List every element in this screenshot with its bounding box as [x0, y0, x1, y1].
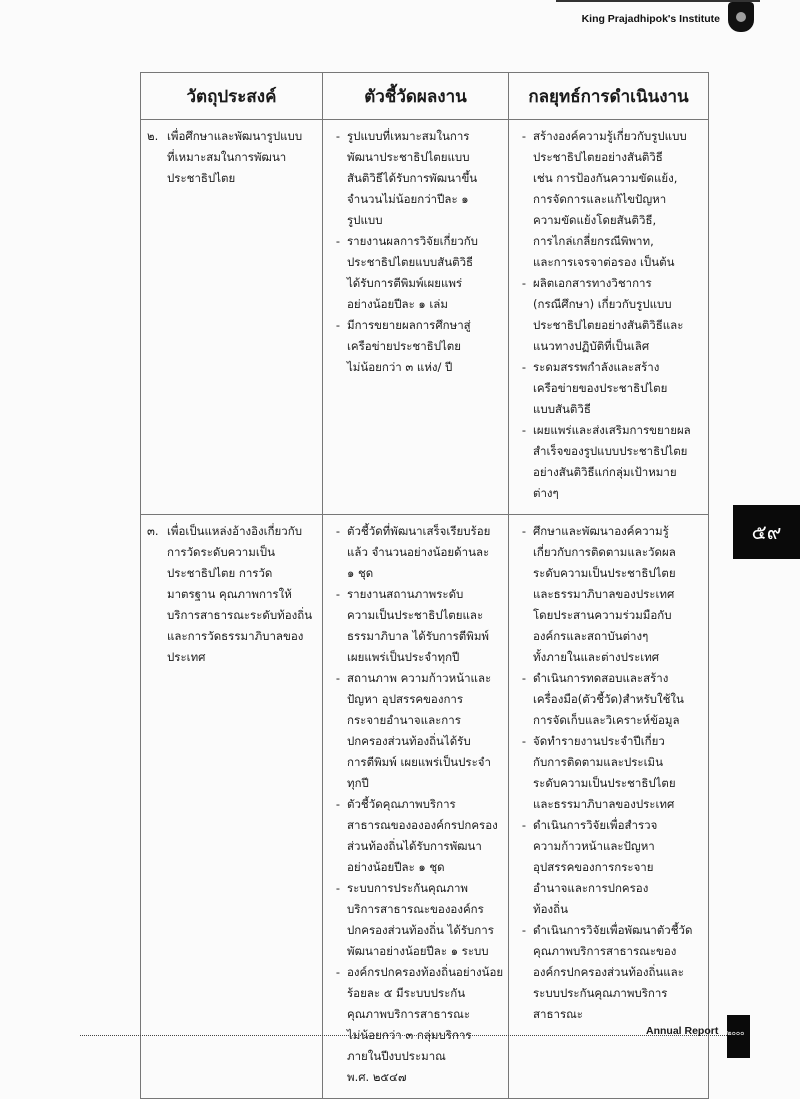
text-line: การไกล่เกลี่ยกรณีพิพาท, — [533, 234, 654, 248]
text-line: ร้อยละ ๕ มีระบบประกัน — [347, 986, 466, 1000]
text-line: รายงานสถานภาพระดับ — [347, 587, 464, 601]
text-line: และการวัดธรรมาภิบาลของ — [167, 629, 304, 643]
text-line: ท้องถิ่น — [533, 902, 568, 916]
text-line: ที่เหมาะสมในการพัฒนา — [167, 150, 287, 164]
dash-bullet-icon: - — [521, 671, 527, 685]
text-line: ประเทศ — [167, 650, 206, 664]
objective-text — [167, 521, 312, 668]
bullet-text — [533, 357, 667, 420]
bullet-item — [329, 878, 502, 962]
text-line: ภายในปีงบประมาณ — [347, 1049, 446, 1063]
text-line: ดำเนินการวิจัยเพื่อพัฒนาตัวชี้วัด — [533, 923, 693, 937]
objective — [147, 126, 316, 189]
bullet-text — [347, 315, 471, 378]
bullet-text — [533, 126, 687, 273]
bullet-item — [515, 420, 702, 504]
table-row — [141, 515, 709, 1099]
column-header-indicators: ตัวชี้วัดผลงาน — [323, 73, 509, 120]
institute-crest-icon — [728, 2, 754, 32]
text-line: ความเป็นประชาธิปไตยและ — [347, 608, 484, 622]
objective-cell — [141, 120, 323, 515]
text-line: อำนาจและการปกครอง — [533, 881, 649, 895]
dash-bullet-icon: - — [335, 965, 341, 979]
text-line: แนวทางปฏิบัติที่เป็นเลิศ — [533, 339, 650, 353]
text-line: ระบบการประกันคุณภาพ — [347, 881, 469, 895]
dash-bullet-icon: - — [521, 734, 527, 748]
dash-bullet-icon: - — [335, 881, 341, 895]
bullet-item — [329, 668, 502, 794]
dash-bullet-icon: - — [521, 524, 527, 538]
bullet-text — [347, 584, 489, 668]
text-line: ระดับความเป็นประชาธิปไตย — [533, 776, 676, 790]
bullet-item — [329, 126, 502, 231]
text-line: ระดับความเป็นประชาธิปไตย — [533, 566, 676, 580]
text-line: การวัดระดับความเป็น — [167, 545, 275, 559]
text-line: รายงานผลการวิจัยเกี่ยวกับ — [347, 234, 478, 248]
bullet-text — [533, 521, 676, 668]
bullet-item — [329, 584, 502, 668]
text-line: แบบสันติวิธี — [533, 402, 591, 416]
bullet-item — [329, 231, 502, 315]
text-line: (กรณีศึกษา) เกี่ยวกับรูปแบบ — [533, 297, 672, 311]
text-line: อย่างน้อยปีละ ๑ ชุด — [347, 860, 445, 874]
text-line: ปกครองส่วนท้องถิ่น ได้รับการ — [347, 923, 494, 937]
text-line: ประชาธิปไตยอย่างสันติวิธีและ — [533, 318, 684, 332]
institute-name: King Prajadhipok's Institute — [581, 13, 720, 25]
bullet-text — [533, 920, 692, 1025]
text-line: ระบบประกันคุณภาพบริการ — [533, 986, 668, 1000]
dash-bullet-icon: - — [335, 671, 341, 685]
text-line: รูปแบบที่เหมาะสมในการ — [347, 129, 470, 143]
dash-bullet-icon: - — [521, 818, 527, 832]
dash-bullet-icon: - — [335, 234, 341, 248]
page-number-tab — [733, 505, 800, 559]
dash-bullet-icon: - — [521, 360, 527, 374]
text-line: การตีพิมพ์ เผยแพร่เป็นประจำ — [347, 755, 491, 769]
bullet-item — [515, 815, 702, 920]
text-line: ระดมสรรพกำลังและสร้าง — [533, 360, 660, 374]
bullet-item — [515, 273, 702, 357]
strategie-cell — [509, 120, 709, 515]
text-line: ปกครองส่วนท้องถิ่นได้รับ — [347, 734, 471, 748]
strategie-cell — [509, 515, 709, 1099]
text-line: ทุกปี — [347, 776, 369, 790]
text-line: ผลิตเอกสารทางวิชาการ — [533, 276, 652, 290]
table-header-row — [141, 73, 709, 120]
text-line: พัฒนาประชาธิปไตยแบบ — [347, 150, 470, 164]
text-line: การจัดเก็บและวิเคราะห์ข้อมูล — [533, 713, 680, 727]
text-line: ดำเนินการวิจัยเพื่อสำรวจ — [533, 818, 658, 832]
text-line: ไม่น้อยกว่า ๓ แห่ง/ ปี — [347, 360, 453, 374]
bullet-item — [329, 962, 502, 1088]
bullet-text — [347, 231, 478, 315]
text-line: เกี่ยวกับการติดตามและวัดผล — [533, 545, 676, 559]
text-line: เช่น การป้องกันความขัดแย้ง, — [533, 171, 678, 185]
bullet-text — [533, 420, 691, 504]
text-line: และธรรมาภิบาลของประเทศ — [533, 587, 675, 601]
text-line: สถานภาพ ความก้าวหน้าและ — [347, 671, 492, 685]
text-line: รูปแบบ — [347, 213, 383, 227]
text-line: เครื่องมือ(ตัวชี้วัด)สำหรับใช้ใน — [533, 692, 684, 706]
text-line: ศึกษาและพัฒนาองค์ความรู้ — [533, 524, 669, 538]
text-line: สำเร็จของรูปแบบประชาธิปไตย — [533, 444, 688, 458]
bullet-text — [347, 794, 498, 878]
text-line: ประชาธิปไตยแบบสันติวิธี — [347, 255, 474, 269]
text-line: เครือข่ายของประชาธิปไตย — [533, 381, 668, 395]
text-line: องค์กรและสถาบันต่างๆ — [533, 629, 649, 643]
dash-bullet-icon: - — [521, 276, 527, 290]
text-line: บริการสาธารณะระดับท้องถิ่น — [167, 608, 313, 622]
text-line: มาตรฐาน คุณภาพการให้ — [167, 587, 292, 601]
bullet-text — [347, 962, 503, 1088]
bullet-text — [347, 521, 490, 584]
text-line: ปัญหา อุปสรรคของการ — [347, 692, 464, 706]
text-line: สันติวิธีได้รับการพัฒนาขึ้น — [347, 171, 478, 185]
text-line: ต่างๆ — [533, 486, 559, 500]
dash-bullet-icon: - — [335, 524, 341, 538]
text-line: ไม่น้อยกว่า ๓ กลุ่มบริการ — [347, 1028, 472, 1042]
text-line: แล้ว จำนวนอย่างน้อยด้านละ — [347, 545, 490, 559]
column-header-objective: วัตถุประสงค์ — [141, 73, 323, 120]
text-line: ๑ ชุด — [347, 566, 374, 580]
text-line: ธรรมาภิบาล ได้รับการตีพิมพ์ — [347, 629, 489, 643]
bullet-text — [347, 878, 494, 962]
text-line: เผยแพร่และส่งเสริมการขยายผล — [533, 423, 691, 437]
bullet-item — [329, 521, 502, 584]
text-line: การจัดการและแก้ไขปัญหา — [533, 192, 667, 206]
objective-text — [167, 126, 302, 189]
text-line: กับการติดตามและประเมิน — [533, 755, 663, 769]
text-line: ส่วนท้องถิ่นได้รับการพัฒนา — [347, 839, 482, 853]
text-line: องค์กรปกครองท้องถิ่นอย่างน้อย — [347, 965, 504, 979]
text-line: เครือข่ายประชาธิปไตย — [347, 339, 461, 353]
bullet-item — [515, 731, 702, 815]
bullet-text — [347, 126, 477, 231]
footer-label: Annual Report — [646, 1025, 719, 1037]
dash-bullet-icon: - — [521, 923, 527, 937]
text-line: สาธารณะ — [533, 1007, 583, 1021]
text-line: พ.ศ. ๒๕๔๗ — [347, 1070, 407, 1084]
footer-rule — [80, 1035, 735, 1036]
text-line: คุณภาพบริการสาธารณะของ — [533, 944, 677, 958]
text-line: สร้างองค์ความรู้เกี่ยวกับรูปแบบ — [533, 129, 687, 143]
objective-number: ๓. — [147, 524, 159, 538]
objective-cell — [141, 515, 323, 1099]
text-line: พัฒนาอย่างน้อยปีละ ๑ ระบบ — [347, 944, 489, 958]
dash-bullet-icon: - — [335, 587, 341, 601]
bullet-item — [515, 126, 702, 273]
bullet-item — [329, 315, 502, 378]
text-line: อุปสรรคของการกระจาย — [533, 860, 654, 874]
text-line: ดำเนินการทดสอบและสร้าง — [533, 671, 669, 685]
column-header-strategies: กลยุทธ์การดำเนินงาน — [509, 73, 709, 120]
text-line: ประชาธิปไตยอย่างสันติวิธี — [533, 150, 663, 164]
text-line: ตัวชี้วัดคุณภาพบริการ — [347, 797, 456, 811]
text-line: ความก้าวหน้าและปัญหา — [533, 839, 655, 853]
bullet-item — [515, 668, 702, 731]
text-line: มีการขยายผลการศึกษาสู่ — [347, 318, 471, 332]
objective-number: ๒. — [147, 129, 159, 143]
text-line: และธรรมาภิบาลของประเทศ — [533, 797, 675, 811]
text-line: จัดทำรายงานประจำปีเกี่ยว — [533, 734, 665, 748]
bullet-text — [533, 273, 683, 357]
bullet-text — [533, 731, 676, 815]
bullet-item — [329, 794, 502, 878]
text-line: อย่างสันติวิธีแก่กลุ่มเป้าหมาย — [533, 465, 677, 479]
text-line: เผยแพร่เป็นประจำทุกปี — [347, 650, 460, 664]
text-line: ประชาธิปไตย — [167, 171, 236, 185]
dash-bullet-icon: - — [521, 129, 527, 143]
bullet-item — [515, 357, 702, 420]
text-line: ตัวชี้วัดที่พัฒนาเสร็จเรียบร้อย — [347, 524, 491, 538]
text-line: กระจายอำนาจและการ — [347, 713, 461, 727]
text-line: เพื่อเป็นแหล่งอ้างอิงเกี่ยวกับ — [167, 524, 303, 538]
dash-bullet-icon: - — [335, 318, 341, 332]
dash-bullet-icon: - — [521, 423, 527, 437]
text-line: เพื่อศึกษาและพัฒนารูปแบบ — [167, 129, 303, 143]
objective — [147, 521, 316, 668]
dash-bullet-icon: - — [335, 797, 341, 811]
text-line: โดยประสานความร่วมมือกับ — [533, 608, 672, 622]
text-line: บริการสาธารณะขององค์กร — [347, 902, 484, 916]
text-line: สาธารณของององค์กรปกครอง — [347, 818, 498, 832]
bullet-text — [533, 815, 657, 920]
text-line: องค์กรปกครองส่วนท้องถิ่นและ — [533, 965, 684, 979]
text-line: ได้รับการตีพิมพ์เผยแพร่ — [347, 276, 463, 290]
text-line: อย่างน้อยปีละ ๑ เล่ม — [347, 297, 448, 311]
page-number: ๕๙ — [751, 520, 782, 544]
text-line: จำนวนไม่น้อยกว่าปีละ ๑ — [347, 192, 469, 206]
indicator-cell — [323, 515, 509, 1099]
text-line: ประชาธิปไตย การวัด — [167, 566, 273, 580]
bullet-text — [533, 668, 684, 731]
bullet-item — [515, 920, 702, 1025]
table-row — [141, 120, 709, 515]
dash-bullet-icon: - — [335, 129, 341, 143]
text-line: ทั้งภายในและต่างประเทศ — [533, 650, 660, 664]
indicator-cell — [323, 120, 509, 515]
footer-year: ๒๐๐๐ — [727, 1029, 745, 1037]
text-line: ความขัดแย้งโดยสันติวิธี, — [533, 213, 657, 227]
bullet-text — [347, 668, 491, 794]
objectives-table — [140, 72, 709, 1099]
text-line: คุณภาพบริการสาธารณะ — [347, 1007, 471, 1021]
bullet-item — [515, 521, 702, 668]
text-line: และการเจรจาต่อรอง เป็นต้น — [533, 255, 675, 269]
